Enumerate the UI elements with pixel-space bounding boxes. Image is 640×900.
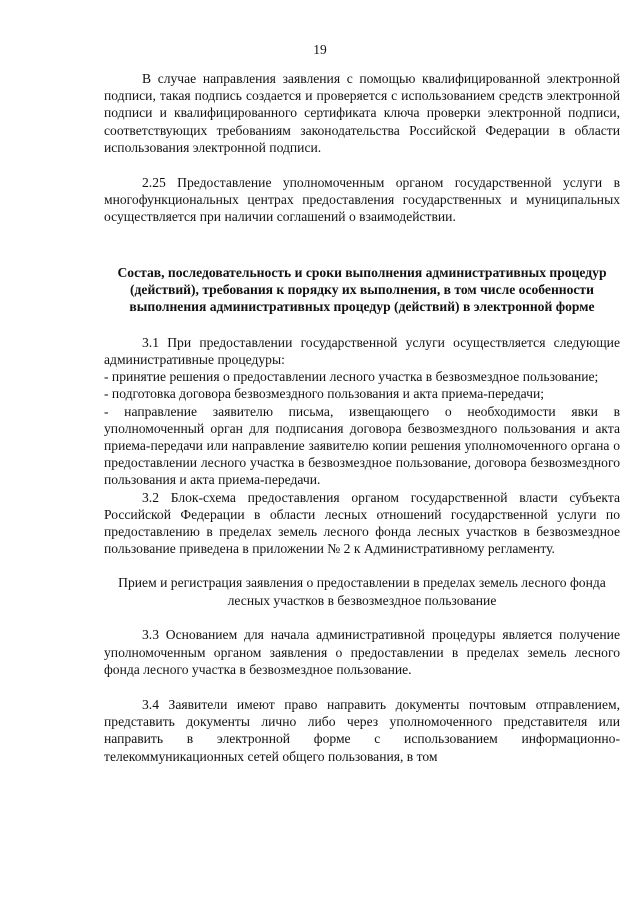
- list-item: - подготовка договора безвозмездного пользования и акта приема-передачи;: [104, 386, 545, 402]
- list-item: - принятие решения о предоставлении лесного участка в безвозмездное пользование;: [104, 369, 599, 385]
- section-3-heading: Состав, последовательность и сроки выполнения административных процедур (действий), требования к порядку их выполнения, в том числе особенности выполнения административных процедур (действий) в электронной форме: [117, 264, 607, 315]
- paragraph-3-3: 3.3 Основанием для начала административной процедуры является получение уполномоченным органом заявления о предоставлении в пределах земель лесного фонда лесного участка в безвозмездное пользование.: [104, 627, 620, 677]
- page-number: 19: [313, 42, 327, 57]
- paragraph-3-1: 3.1 При предоставлении государственной услуги осуществляется следующие административные процедуры:: [104, 334, 620, 368]
- paragraph-3-2: 3.2 Блок-схема предоставления органом государственной власти субъекта Российской Федерации в области лесных отношений государственной услуги по предоставлению в пределах земель лесного фонда лесных участков в безвозмездное пользование приведена в приложении № 2 к Административному регламенту.: [104, 489, 620, 557]
- paragraph-signature: В случае направления заявления с помощью квалифицированной электронной подписи, такая подпись создается и проверяется с использованием средств электронной подписи и квалифицированного сертификата ключа проверки электронной подписи, соответствующих требованиям законодательства Российской Федерации в области использования электронной подписи.: [104, 71, 620, 155]
- paragraph-2-25: 2.25 Предоставление уполномоченным органом государственной услуги в многофункциональных центрах предоставления государственных и муниципальных осуществляется при наличии соглашений о взаимодействии.: [104, 175, 620, 225]
- subsection-heading: Прием и регистрация заявления о предоставлении в пределах земель лесного фонда лесных участков в безвозмездное пользование: [118, 575, 606, 608]
- list-item: - направление заявителю письма, извещающего о необходимости явки в уполномоченный орган для подписания договора безвозмездного пользования и акта приема-передачи или направление заявителю копии решения уполномоченного органа о предоставлении лесного участка в безвозмездное пользование, договора безвозмездного пользования и акта приема-передачи.: [104, 403, 620, 488]
- document-body: [104, 70, 620, 765]
- paragraph-3-4: 3.4 Заявители имеют право направить документы почтовым отправлением, представить документы лично либо через уполномоченного представителя или направить в электронной форме с использованием информационно-телекоммуникационных сетей общего пользования, в том: [104, 696, 620, 764]
